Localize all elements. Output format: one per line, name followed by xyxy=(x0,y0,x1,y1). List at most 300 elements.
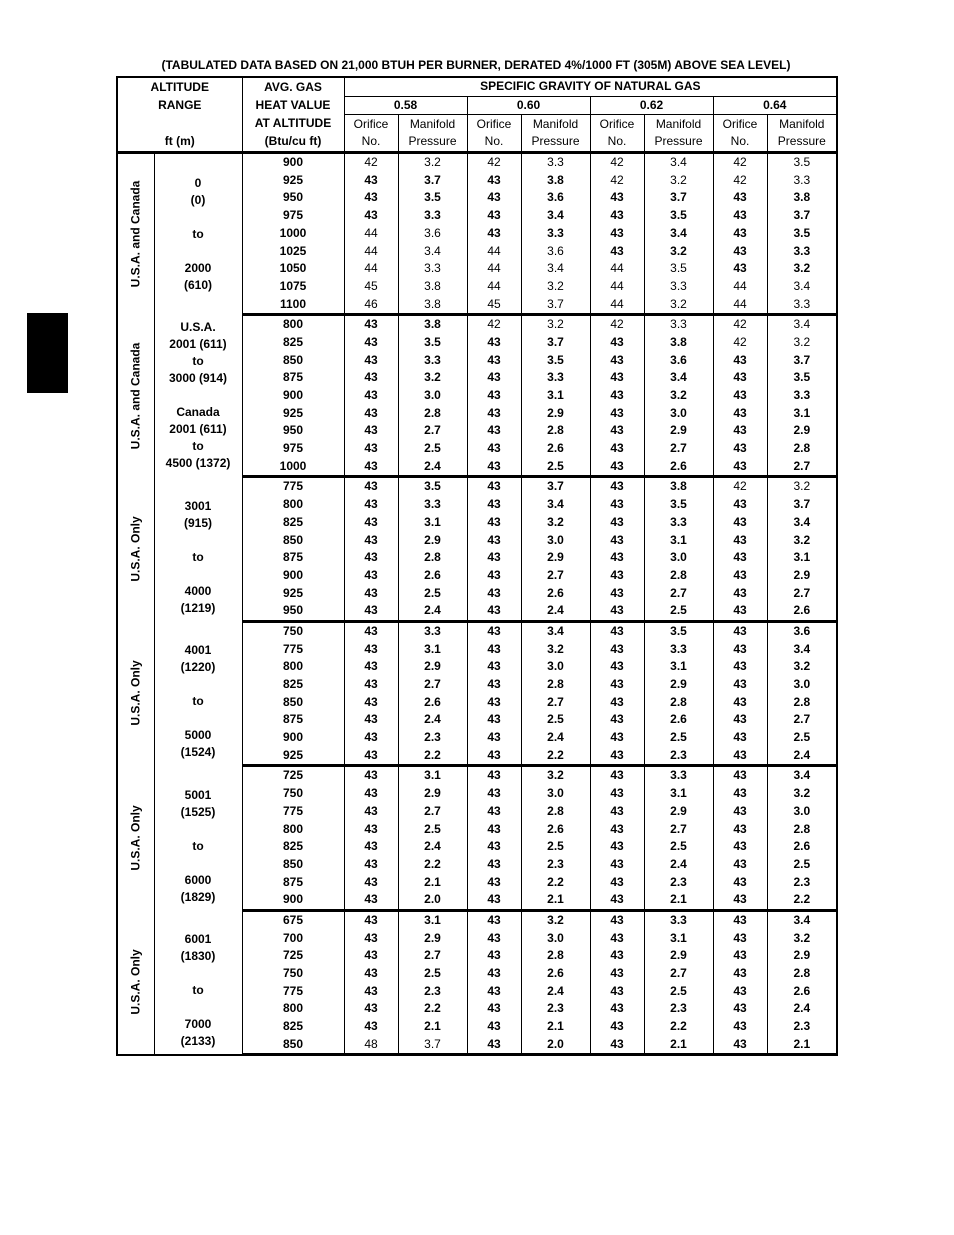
orifice-cell: 43 xyxy=(344,693,398,711)
orifice-cell: 42 xyxy=(590,171,644,189)
orifice-cell: 43 xyxy=(344,531,398,549)
orifice-cell: 43 xyxy=(590,658,644,676)
pressure-cell: 2.3 xyxy=(644,873,713,891)
pressure-cell: 3.7 xyxy=(398,1035,467,1054)
orifice-cell: 43 xyxy=(467,567,521,585)
altitude-range-line: 6000 xyxy=(184,872,212,887)
heat-value-cell: 1000 xyxy=(242,225,344,243)
orifice-cell: 43 xyxy=(590,693,644,711)
pressure-cell: 2.9 xyxy=(644,422,713,440)
pressure-cell: 2.3 xyxy=(398,982,467,1000)
pressure-cell: 2.2 xyxy=(521,873,590,891)
altitude-header-line: ft (m) xyxy=(117,133,242,152)
region-label-text: U.S.A. Only xyxy=(128,949,143,1015)
pressure-cell: 3.7 xyxy=(521,477,590,496)
heat-value-cell: 825 xyxy=(242,514,344,532)
orifice-cell: 43 xyxy=(467,477,521,496)
orifice-cell: 45 xyxy=(344,278,398,296)
pressure-cell: 3.7 xyxy=(767,351,837,369)
table-row xyxy=(117,910,837,929)
altitude-range-line: to xyxy=(192,694,204,709)
pressure-cell: 3.5 xyxy=(398,189,467,207)
orifice-cell: 44 xyxy=(713,278,767,296)
orifice-cell: 43 xyxy=(590,404,644,422)
orifice-cell: 43 xyxy=(467,746,521,765)
pressure-cell: 2.3 xyxy=(521,856,590,874)
pressure-cell: 3.3 xyxy=(521,225,590,243)
pressure-cell: 2.9 xyxy=(644,947,713,965)
altitude-range xyxy=(154,621,242,766)
orifice-cell: 43 xyxy=(590,422,644,440)
orifice-cell: 43 xyxy=(467,621,521,640)
pressure-cell: 3.2 xyxy=(767,658,837,676)
heat-value-cell: 675 xyxy=(242,910,344,929)
pressure-cell: 2.2 xyxy=(767,891,837,910)
orifice-cell: 42 xyxy=(344,152,398,171)
orifice-cell: 43 xyxy=(713,676,767,694)
orifice-cell: 43 xyxy=(467,891,521,910)
heat-header-line: (Btu/cu ft) xyxy=(242,133,344,152)
pressure-cell: 2.7 xyxy=(521,693,590,711)
orifice-cell: 43 xyxy=(467,422,521,440)
orifice-cell: 43 xyxy=(467,1000,521,1018)
orifice-cell: 43 xyxy=(344,947,398,965)
orifice-cell: 43 xyxy=(467,225,521,243)
orifice-cell: 43 xyxy=(713,640,767,658)
orifice-cell: 43 xyxy=(713,404,767,422)
orifice-cell: 43 xyxy=(713,549,767,567)
pressure-cell: 3.2 xyxy=(767,785,837,803)
pressure-cell: 3.2 xyxy=(644,242,713,260)
heat-value-cell: 775 xyxy=(242,982,344,1000)
pressure-cell: 3.3 xyxy=(398,496,467,514)
pressure-cell: 3.2 xyxy=(398,152,467,171)
orifice-cell: 43 xyxy=(344,676,398,694)
orifice-cell: 43 xyxy=(713,929,767,947)
pressure-cell: 3.2 xyxy=(644,295,713,314)
heat-value-cell: 750 xyxy=(242,785,344,803)
pressure-cell: 2.1 xyxy=(521,1018,590,1036)
heat-value-cell: 1000 xyxy=(242,457,344,476)
region-label-text: U.S.A. and Canada xyxy=(128,342,143,449)
orifice-cell: 43 xyxy=(590,803,644,821)
pressure-cell: 3.5 xyxy=(767,152,837,171)
pressure-cell: 3.6 xyxy=(521,189,590,207)
heat-value-cell: 750 xyxy=(242,965,344,983)
orifice-cell: 43 xyxy=(713,351,767,369)
pressure-cell: 2.7 xyxy=(521,567,590,585)
pressure-cell: 2.8 xyxy=(521,947,590,965)
altitude-range xyxy=(154,314,242,476)
altitude-range-line xyxy=(155,965,242,982)
orifice-cell: 43 xyxy=(590,1018,644,1036)
pressure-cell: 2.1 xyxy=(521,891,590,910)
pressure-cell: 3.4 xyxy=(767,766,837,785)
orifice-header: No. xyxy=(344,133,398,152)
orifice-cell: 43 xyxy=(590,640,644,658)
pressure-cell: 3.8 xyxy=(521,171,590,189)
orifice-cell: 43 xyxy=(467,584,521,602)
pressure-cell: 3.2 xyxy=(767,531,837,549)
pressure-cell: 3.4 xyxy=(767,314,837,333)
pressure-cell: 2.9 xyxy=(644,803,713,821)
heat-header-line: AT ALTITUDE xyxy=(242,115,344,133)
orifice-cell: 43 xyxy=(344,838,398,856)
orifice-cell: 43 xyxy=(590,242,644,260)
heat-value-cell: 775 xyxy=(242,640,344,658)
orifice-cell: 46 xyxy=(344,295,398,314)
orifice-cell: 43 xyxy=(590,621,644,640)
pressure-cell: 3.7 xyxy=(521,334,590,352)
altitude-range-line xyxy=(155,566,242,583)
pressure-cell: 3.1 xyxy=(644,785,713,803)
orifice-cell: 43 xyxy=(467,676,521,694)
orifice-cell: 43 xyxy=(713,207,767,225)
heat-value-cell: 875 xyxy=(242,873,344,891)
orifice-cell: 43 xyxy=(713,242,767,260)
orifice-cell: 43 xyxy=(344,387,398,405)
pressure-cell: 2.6 xyxy=(521,965,590,983)
orifice-cell: 43 xyxy=(590,873,644,891)
pressure-cell: 2.4 xyxy=(644,856,713,874)
orifice-header: Orifice xyxy=(467,115,521,133)
orifice-cell: 43 xyxy=(467,982,521,1000)
altitude-range-line: 2001 (611) xyxy=(169,337,227,352)
orifice-cell: 43 xyxy=(713,711,767,729)
pressure-cell: 3.3 xyxy=(398,260,467,278)
pressure-cell: 2.5 xyxy=(644,838,713,856)
altitude-range-line: 3000 (914) xyxy=(168,371,228,386)
orifice-cell: 43 xyxy=(467,189,521,207)
pressure-cell: 3.0 xyxy=(767,676,837,694)
altitude-range-line: (1830) xyxy=(180,948,216,963)
pressure-cell: 2.5 xyxy=(767,856,837,874)
heat-value-cell: 800 xyxy=(242,658,344,676)
orifice-cell: 43 xyxy=(344,477,398,496)
orifice-cell: 43 xyxy=(590,369,644,387)
orifice-cell: 43 xyxy=(590,189,644,207)
altitude-header-line: RANGE xyxy=(117,96,242,115)
pressure-cell: 3.5 xyxy=(644,207,713,225)
orifice-cell: 43 xyxy=(467,729,521,747)
orifice-cell: 43 xyxy=(713,746,767,765)
pressure-cell: 3.1 xyxy=(398,910,467,929)
pressure-cell: 2.8 xyxy=(767,965,837,983)
altitude-range-line: to xyxy=(192,838,204,853)
altitude-range-line xyxy=(155,158,242,175)
orifice-cell: 43 xyxy=(467,838,521,856)
orifice-cell: 43 xyxy=(344,334,398,352)
orifice-cell: 43 xyxy=(344,351,398,369)
orifice-cell: 43 xyxy=(344,602,398,621)
pressure-cell: 2.7 xyxy=(398,803,467,821)
orifice-cell: 43 xyxy=(590,1000,644,1018)
orifice-cell: 42 xyxy=(467,152,521,171)
heat-value-cell: 925 xyxy=(242,404,344,422)
heat-value-cell: 950 xyxy=(242,422,344,440)
region-label-text: U.S.A. Only xyxy=(128,805,143,871)
orifice-cell: 43 xyxy=(713,496,767,514)
pressure-cell: 2.8 xyxy=(398,549,467,567)
orifice-cell: 44 xyxy=(467,242,521,260)
heat-value-cell: 900 xyxy=(242,567,344,585)
region-label-text: U.S.A. Only xyxy=(128,516,143,582)
pressure-cell: 2.8 xyxy=(521,803,590,821)
orifice-cell: 43 xyxy=(344,873,398,891)
orifice-cell: 43 xyxy=(467,440,521,458)
pressure-cell: 2.7 xyxy=(398,947,467,965)
orifice-cell: 43 xyxy=(467,207,521,225)
pressure-cell: 3.5 xyxy=(521,351,590,369)
pressure-cell: 2.3 xyxy=(644,1000,713,1018)
orifice-cell: 43 xyxy=(713,602,767,621)
orifice-cell: 43 xyxy=(467,351,521,369)
pressure-cell: 3.1 xyxy=(767,549,837,567)
altitude-range xyxy=(154,152,242,314)
altitude-range xyxy=(154,910,242,1055)
orifice-cell: 43 xyxy=(344,207,398,225)
altitude-range-line xyxy=(155,243,242,260)
orifice-cell: 43 xyxy=(467,658,521,676)
heat-value-cell: 725 xyxy=(242,947,344,965)
heat-value-cell: 775 xyxy=(242,477,344,496)
orifice-cell: 43 xyxy=(467,387,521,405)
orifice-cell: 43 xyxy=(467,1035,521,1054)
orifice-cell: 43 xyxy=(344,711,398,729)
pressure-cell: 2.2 xyxy=(521,746,590,765)
pressure-cell: 3.1 xyxy=(398,640,467,658)
pressure-cell: 3.0 xyxy=(521,531,590,549)
heat-value-cell: 800 xyxy=(242,820,344,838)
pressure-cell: 3.3 xyxy=(398,207,467,225)
orifice-cell: 43 xyxy=(344,982,398,1000)
pressure-cell: 3.2 xyxy=(644,171,713,189)
pressure-cell: 2.9 xyxy=(398,929,467,947)
table-row xyxy=(117,477,837,496)
orifice-cell: 43 xyxy=(467,766,521,785)
orifice-header: No. xyxy=(713,133,767,152)
altitude-range-line xyxy=(155,481,242,498)
pressure-cell: 3.2 xyxy=(767,477,837,496)
altitude-range-line: (2133) xyxy=(180,1033,216,1048)
altitude-range-line: 7000 xyxy=(184,1016,212,1031)
orifice-header: No. xyxy=(590,133,644,152)
pressure-cell: 3.2 xyxy=(767,929,837,947)
orifice-cell: 43 xyxy=(344,584,398,602)
orifice-cell: 43 xyxy=(713,658,767,676)
pressure-cell: 2.3 xyxy=(767,873,837,891)
orifice-cell: 43 xyxy=(713,531,767,549)
region-label xyxy=(117,314,154,476)
pressure-cell: 3.8 xyxy=(644,334,713,352)
heat-value-cell: 925 xyxy=(242,584,344,602)
orifice-cell: 43 xyxy=(467,965,521,983)
pressure-cell: 3.3 xyxy=(644,314,713,333)
pressure-cell: 3.3 xyxy=(644,910,713,929)
pressure-cell: 3.0 xyxy=(767,803,837,821)
orifice-cell: 43 xyxy=(467,457,521,476)
pressure-cell: 2.4 xyxy=(521,982,590,1000)
orifice-cell: 43 xyxy=(590,334,644,352)
orifice-cell: 43 xyxy=(590,602,644,621)
manifold-header: Manifold xyxy=(767,115,837,133)
orifice-cell: 43 xyxy=(713,422,767,440)
heat-value-cell: 1050 xyxy=(242,260,344,278)
orifice-cell: 43 xyxy=(590,584,644,602)
orifice-cell: 43 xyxy=(590,514,644,532)
altitude-range-line: (0) xyxy=(190,192,206,207)
orifice-cell: 43 xyxy=(713,457,767,476)
pressure-cell: 2.6 xyxy=(767,838,837,856)
pressure-cell: 2.6 xyxy=(767,982,837,1000)
orifice-cell: 43 xyxy=(467,171,521,189)
pressure-cell: 3.8 xyxy=(398,295,467,314)
orifice-cell: 43 xyxy=(467,369,521,387)
pressure-cell: 2.1 xyxy=(644,891,713,910)
heat-value-cell: 850 xyxy=(242,1035,344,1054)
region-label xyxy=(117,152,154,314)
orifice-cell: 43 xyxy=(713,965,767,983)
pressure-cell: 3.0 xyxy=(521,785,590,803)
pressure-cell: 2.1 xyxy=(398,873,467,891)
pressure-cell: 2.1 xyxy=(644,1035,713,1054)
orifice-cell: 43 xyxy=(713,440,767,458)
pressure-cell: 2.7 xyxy=(644,820,713,838)
orifice-cell: 45 xyxy=(467,295,521,314)
pressure-cell: 3.1 xyxy=(644,531,713,549)
orifice-cell: 43 xyxy=(713,584,767,602)
pressure-cell: 2.1 xyxy=(767,1035,837,1054)
orifice-cell: 42 xyxy=(590,314,644,333)
altitude-range-line: 4001 xyxy=(184,643,212,658)
pressure-cell: 3.6 xyxy=(521,242,590,260)
orifice-cell: 43 xyxy=(344,422,398,440)
pressure-cell: 2.6 xyxy=(644,457,713,476)
pressure-cell: 2.4 xyxy=(521,602,590,621)
orifice-cell: 43 xyxy=(344,496,398,514)
orifice-cell: 43 xyxy=(467,549,521,567)
heat-value-cell: 900 xyxy=(242,729,344,747)
orifice-cell: 44 xyxy=(344,225,398,243)
heat-value-cell: 725 xyxy=(242,766,344,785)
heat-header-line: HEAT VALUE xyxy=(242,96,344,115)
orifice-cell: 43 xyxy=(344,171,398,189)
orifice-cell: 42 xyxy=(713,152,767,171)
pressure-cell: 2.5 xyxy=(644,729,713,747)
orifice-cell: 43 xyxy=(344,514,398,532)
orifice-cell: 43 xyxy=(713,387,767,405)
altitude-range-line xyxy=(155,770,242,787)
altitude-range-line: to xyxy=(192,982,204,997)
region-label xyxy=(117,910,154,1055)
heat-value-cell: 750 xyxy=(242,621,344,640)
orifice-cell: 43 xyxy=(467,602,521,621)
orifice-cell: 43 xyxy=(344,910,398,929)
pressure-cell: 2.3 xyxy=(767,1018,837,1036)
pressure-cell: 3.5 xyxy=(644,260,713,278)
pressure-cell: 2.8 xyxy=(521,676,590,694)
heat-value-cell: 825 xyxy=(242,676,344,694)
pressure-cell: 3.4 xyxy=(521,621,590,640)
pressure-cell: 2.4 xyxy=(767,746,837,765)
pressure-cell: 2.6 xyxy=(767,602,837,621)
orifice-cell: 43 xyxy=(713,729,767,747)
table-row xyxy=(117,314,837,333)
pressure-cell: 2.7 xyxy=(644,440,713,458)
orifice-cell: 44 xyxy=(590,260,644,278)
pressure-cell: 2.7 xyxy=(644,584,713,602)
orifice-cell: 43 xyxy=(344,640,398,658)
pressure-cell: 2.7 xyxy=(398,676,467,694)
pressure-cell: 3.8 xyxy=(398,278,467,296)
pressure-cell: 2.9 xyxy=(767,422,837,440)
pressure-cell: 3.7 xyxy=(644,189,713,207)
orifice-cell: 43 xyxy=(344,621,398,640)
orifice-cell: 43 xyxy=(713,621,767,640)
orifice-cell: 43 xyxy=(467,404,521,422)
pressure-cell: 3.7 xyxy=(767,207,837,225)
region-label xyxy=(117,477,154,622)
pressure-cell: 3.1 xyxy=(644,929,713,947)
altitude-range-line: 4000 xyxy=(184,583,212,598)
orifice-header: Orifice xyxy=(713,115,767,133)
pressure-cell: 2.5 xyxy=(398,965,467,983)
orifice-cell: 42 xyxy=(467,314,521,333)
pressure-cell: 3.4 xyxy=(644,369,713,387)
pressure-cell: 3.8 xyxy=(767,189,837,207)
pressure-cell: 3.2 xyxy=(521,514,590,532)
orifice-cell: 43 xyxy=(590,711,644,729)
pressure-cell: 3.2 xyxy=(767,334,837,352)
heat-value-cell: 850 xyxy=(242,531,344,549)
pressure-cell: 3.4 xyxy=(644,225,713,243)
orifice-cell: 43 xyxy=(713,785,767,803)
orifice-cell: 43 xyxy=(344,457,398,476)
orifice-cell: 43 xyxy=(344,404,398,422)
heat-value-cell: 950 xyxy=(242,189,344,207)
pressure-cell: 2.5 xyxy=(644,602,713,621)
orifice-cell: 43 xyxy=(467,947,521,965)
gravity-header: 0.64 xyxy=(713,96,837,115)
pressure-cell: 2.9 xyxy=(521,549,590,567)
pressure-cell: 3.1 xyxy=(521,387,590,405)
pressure-cell: 2.5 xyxy=(398,584,467,602)
pressure-cell: 2.6 xyxy=(644,711,713,729)
altitude-range-line: (610) xyxy=(183,277,212,292)
pressure-cell: 3.6 xyxy=(398,225,467,243)
heat-value-cell: 825 xyxy=(242,1018,344,1036)
heat-value-cell: 900 xyxy=(242,387,344,405)
table-body xyxy=(117,152,837,1054)
orifice-cell: 43 xyxy=(590,225,644,243)
pressure-cell: 2.5 xyxy=(398,440,467,458)
pressure-cell: 2.9 xyxy=(398,531,467,549)
orifice-cell: 44 xyxy=(344,242,398,260)
pressure-cell: 3.3 xyxy=(644,766,713,785)
manifold-header: Pressure xyxy=(644,133,713,152)
altitude-range-line: (1525) xyxy=(180,804,216,819)
pressure-cell: 3.2 xyxy=(398,369,467,387)
orifice-cell: 43 xyxy=(713,1035,767,1054)
orifice-cell: 43 xyxy=(344,891,398,910)
orifice-header: Orifice xyxy=(344,115,398,133)
orifice-cell: 43 xyxy=(344,803,398,821)
pressure-cell: 2.5 xyxy=(767,729,837,747)
orifice-cell: 43 xyxy=(467,334,521,352)
pressure-cell: 3.4 xyxy=(767,640,837,658)
orifice-cell: 43 xyxy=(713,693,767,711)
orifice-cell: 43 xyxy=(590,457,644,476)
